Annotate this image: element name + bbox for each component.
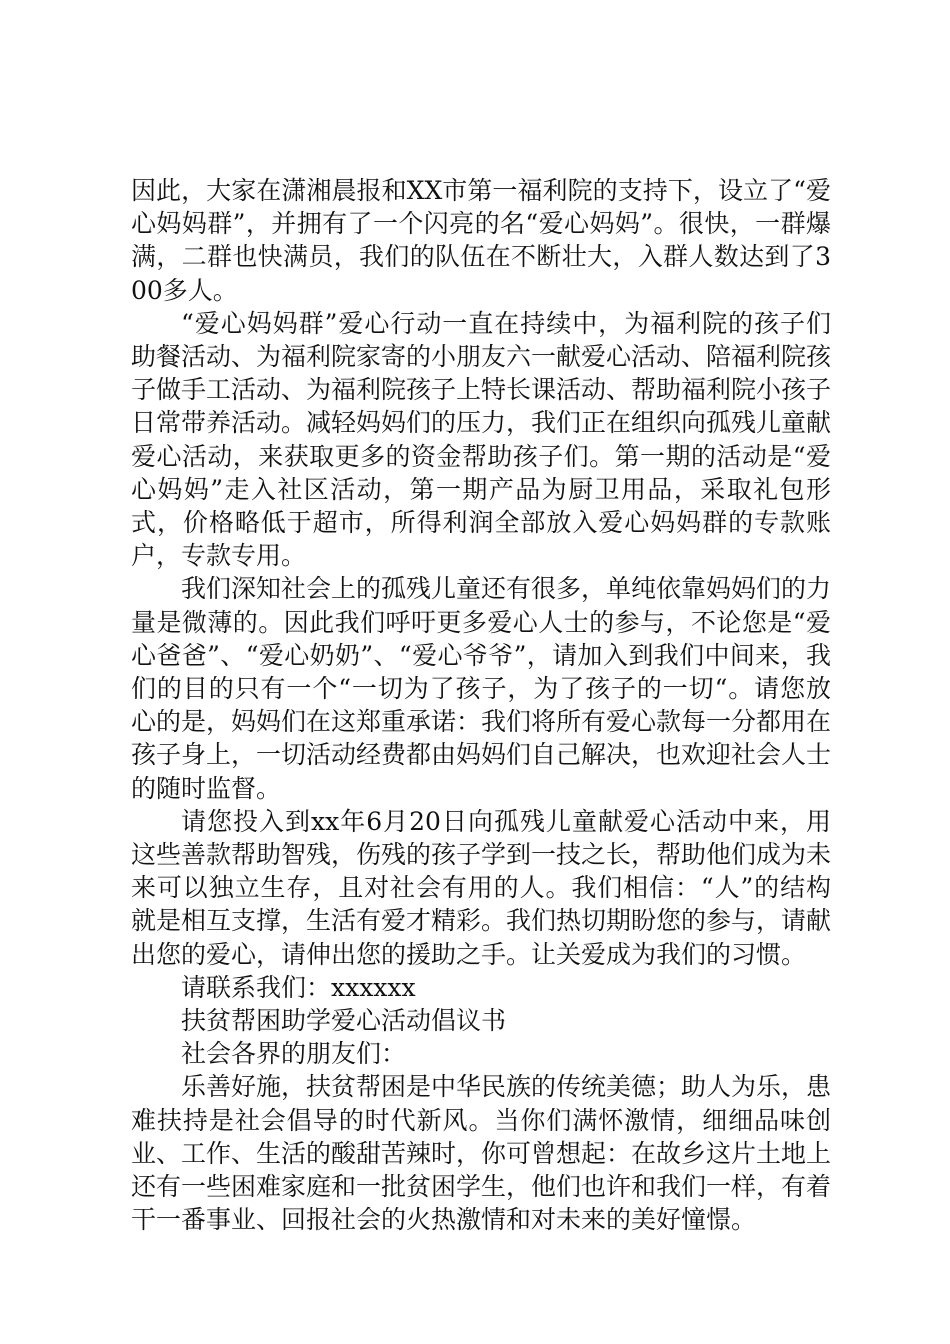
- paragraph-3: 我们深知社会上的孤残儿童还有很多，单纯依靠妈妈们的力量是微薄的。因此我们呼吁更多爱心人士的参与，不论您是“爱心爸爸”、“爱心奶奶”、“爱心爷爷”，请加入到我们中间来，我们的目的只有一个“一切为了孩子，为了孩子的一切“。请您放心的是，妈妈们在这郑重承诺：我们将所有爱心款每一分都用在孩子身上，一切活动经费都由妈妈们自己解决，也欢迎社会人士的随时监督。: [131, 574, 832, 803]
- section-title: 扶贫帮困助学爱心活动倡议书: [181, 1006, 507, 1036]
- final-paragraph: 乐善好施，扶贫帮困是中华民族的传统美德；助人为乐，患难扶持是社会倡导的时代新风。当你们满怀激情，细细品味创业、工作、生活的酸甜苦辣时，你可曾想起：在故乡这片土地上还有一些困难家庭和一批贫困学生，他们也许和我们一样，有着干一番事业、回报社会的火热激情和对未来的美好憧憬。: [131, 1072, 832, 1235]
- contact-line: 请联系我们：xxxxxx: [181, 972, 416, 1002]
- salutation: 社会各界的朋友们：: [181, 1039, 407, 1069]
- paragraph-1: 因此，大家在潇湘晨报和XX市第一福利院的支持下，设立了“爱心妈妈群”，并拥有了一个闪亮的名“爱心妈妈”。很快，一群爆满，二群也快满员，我们的队伍在不断壮大，入群人数达到了300多人。: [131, 176, 831, 305]
- paragraph-2: “爱心妈妈群”爱心行动一直在持续中，为福利院的孩子们助餐活动、为福利院家寄的小朋友六一献爱心活动、陪福利院孩子做手工活动、为福利院孩子上特长课活动、帮助福利院小孩子日常带养活动。减轻妈妈们的压力，我们正在组织向孤残儿童献爱心活动，来获取更多的资金帮助孩子们。第一期的活动是“爱心妈妈”走入社区活动，第一期产品为厨卫用品，采取礼包形式，价格略低于超市，所得利润全部放入爱心妈妈群的专款账户，专款专用。: [131, 308, 832, 571]
- document-body: [131, 174, 831, 1237]
- paragraph-4: 请您投入到xx年6月20日向孤残儿童献爱心活动中来，用这些善款帮助智残，伤残的孩子学到一技之长，帮助他们成为未来可以独立生存，且对社会有用的人。我们相信：“人”的结构就是相互支撑，生活有爱才精彩。我们热切期盼您的参与，请献出您的爱心，请伸出您的援助之手。让关爱成为我们的习惯。: [131, 806, 832, 969]
